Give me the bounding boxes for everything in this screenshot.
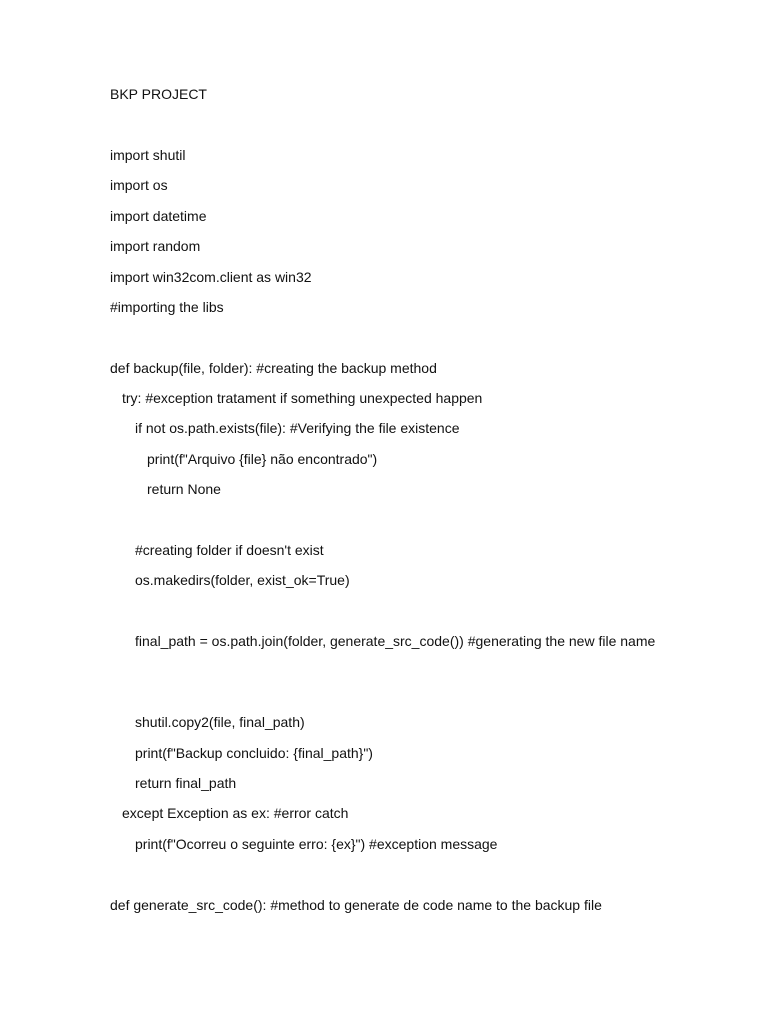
code-line: except Exception as ex: #error catch xyxy=(122,805,349,821)
code-line: def backup(file, folder): #creating the backup method xyxy=(110,360,437,376)
code-line: return None xyxy=(147,481,221,497)
code-line: shutil.copy2(file, final_path) xyxy=(135,714,305,730)
code-line: print(f"Ocorreu o seguinte erro: {ex}") #exception message xyxy=(135,836,498,852)
code-line: if not os.path.exists(file): #Verifying the file existence xyxy=(135,420,460,436)
code-line: def generate_src_code(): #method to generate de code name to the backup file xyxy=(110,897,602,913)
code-line: try: #exception tratament if something unexpected happen xyxy=(122,390,483,406)
code-line: print(f"Arquivo {file} não encontrado") xyxy=(147,451,378,467)
code-line: import os xyxy=(110,177,168,193)
code-line: print(f"Backup concluido: {final_path}") xyxy=(135,745,373,761)
code-line: return final_path xyxy=(135,775,237,791)
code-line: import shutil xyxy=(110,147,186,163)
code-comment: #creating folder if doesn't exist xyxy=(135,542,324,558)
code-comment: #importing the libs xyxy=(110,299,224,315)
code-line: import random xyxy=(110,238,201,254)
code-line: os.makedirs(folder, exist_ok=True) xyxy=(135,572,350,588)
code-line: import win32com.client as win32 xyxy=(110,269,312,285)
document-title: BKP PROJECT xyxy=(110,86,207,102)
code-line: import datetime xyxy=(110,208,207,224)
code-line: final_path = os.path.join(folder, generate_src_code()) #generating the new file name xyxy=(135,633,656,649)
